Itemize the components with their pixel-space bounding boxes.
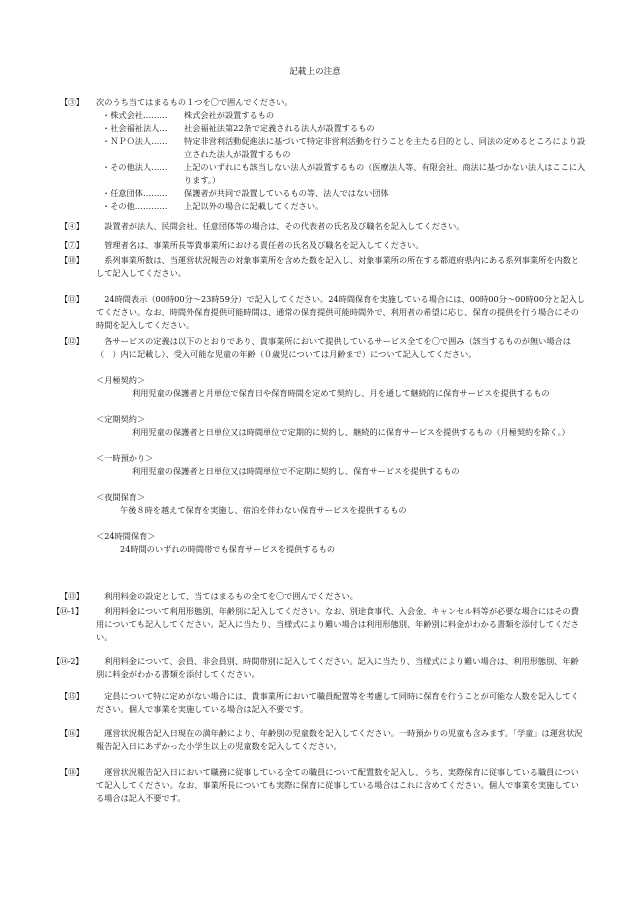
item-desc: 特定非営利活動促進法に基づいて特定非営利活動を行うことを主たる目的とし、同法の定めるところにより設立された法人が設置するもの	[184, 136, 586, 159]
section-intro: 次のうち当てはまるもの１つを〇で囲んでください。	[96, 97, 293, 107]
section-18	[60, 766, 586, 805]
item-desc: 上記のいずれにも該当しない法人が設置するもの（医療法人等、有限会社、商法に基づかない法人はここに入ります。）	[184, 162, 586, 185]
item-term: ・ＮＰＯ法人……	[102, 136, 168, 146]
section-label: 【⑩】	[60, 255, 84, 265]
section-13	[60, 590, 586, 603]
list-item	[96, 109, 586, 122]
service-heading: ＜月極契約＞	[96, 375, 146, 385]
section-text: 運営状況報告記入日において職務に従事している全ての職員について配置数を記入し、うち、実際保育に従事している職員について記入してください。なお、事業所長についても実際に保育に従事している場合はこれに含めてください。個人で事業を実施している場合は記入不要です。	[96, 767, 579, 803]
page-title: 記載上の注意	[289, 67, 341, 77]
org-type-list	[96, 109, 586, 213]
list-item	[96, 122, 586, 135]
item-term: ・その他法人……	[102, 162, 168, 172]
list-item	[96, 135, 586, 161]
section-label: 【⑯】	[60, 728, 84, 738]
section-text: 定員について特に定めがない場合には、貴事業所において職員配置等を考慮して同時に保育を行うことが可能な人数を記入してください。個人で事業を実施している場合は記入不要です。	[96, 691, 579, 714]
service-body: 午後８時を越えて保育を実施し、宿泊を伴わない保育サービスを提供するもの	[120, 505, 407, 515]
section-7	[60, 239, 586, 252]
section-text: 利用料金について利用形態別、年齢別に記入してください。なお、別途食事代、入会金、キャンセル料等が必要な場合にはその費用についても記入してください。記入に当たり、当様式により難い場合は利用形態別、年齢別に料金がわかる書類を添付してください。	[96, 606, 579, 642]
service-definition	[96, 452, 586, 478]
list-item	[96, 200, 586, 213]
service-definition	[96, 374, 586, 400]
section-4	[60, 220, 586, 233]
service-heading: ＜24時間保育＞	[96, 531, 156, 541]
section-label: 【⑦】	[60, 240, 84, 250]
section-text: 系列事業所数は、当運営状況報告の対象事業所を含めた数を記入し、対象事業所の所在する都道府県内にある系列事業所を内数として記入してください。	[96, 255, 580, 278]
item-term: ・任意団体………	[102, 188, 168, 198]
section-3	[60, 96, 586, 213]
section-label: 【⑫】	[60, 336, 84, 346]
section-text: 利用料金の設定として、当てはまるもの全てを〇で囲んでください。	[104, 591, 358, 601]
item-term: ・株式会社………	[102, 110, 168, 120]
item-term: ・社会福祉法人…	[102, 123, 168, 133]
item-term: ・その他…………	[102, 201, 168, 211]
section-label: 【⑭-1】	[52, 606, 84, 616]
section-text: 24時間表示（00時00分～23時59分）で記入してください。24時間保育を実施している場合には、00時00分～00時00分と記入してください。なお、時間外保育提供可能時間は、通常の保育提供可能時間外で、利用者の希望に応じ、保育の提供を行う場合にその時間を記入してください。	[96, 294, 585, 330]
service-heading: ＜夜間保育＞	[96, 492, 146, 502]
service-body: 利用児童の保護者と月単位で保育日や保育時間を定めて契約し、月を通して継続的に保育サービスを提供するもの	[132, 388, 550, 398]
service-definition	[96, 530, 586, 556]
section-15	[60, 690, 586, 716]
section-text: 管理者名は、事業所長等貴事業所における責任者の氏名及び職名を記入してください。	[104, 240, 424, 250]
item-desc: 保護者が共同で設置しているもの等、法人ではない団体	[184, 188, 389, 198]
item-desc: 株式会社が設置するもの	[184, 110, 275, 120]
section-16	[60, 727, 586, 753]
service-definition	[96, 413, 586, 439]
service-definition	[96, 491, 586, 517]
section-14-2	[52, 655, 586, 681]
service-body: 利用児童の保護者と日単位又は時間単位で定期的に契約し、継続的に保育サービスを提供するもの（月極契約を除く。）	[132, 427, 570, 437]
section-label: 【⑮】	[60, 691, 84, 701]
section-text: 運営状況報告記入日現在の満年齢により、年齢別の児童数を記入してください。一時預かりの児童も含みます。「学童」は運営状況報告記入日にあずかった小学生以上の児童数を記入してください。	[96, 728, 583, 751]
section-label: 【③】	[60, 97, 84, 107]
service-body: 利用児童の保護者と日単位又は時間単位で不定期に契約し、保育サービスを提供するもの	[132, 466, 460, 476]
service-body: 24時間のいずれの時間帯でも保育サービスを提供するもの	[120, 544, 336, 554]
section-14-1	[52, 605, 586, 644]
section-10	[60, 254, 586, 280]
section-11	[60, 293, 586, 332]
service-heading: ＜定期契約＞	[96, 414, 146, 424]
list-item	[96, 187, 586, 200]
section-label: 【⑪】	[60, 294, 84, 304]
list-item	[96, 161, 586, 187]
section-label: 【⑬】	[60, 591, 84, 601]
section-text: 利用料金について、会員、非会員別、時間帯別に記入してください。記入に当たり、当様式により難い場合は、利用形態別、年齢別に料金がわかる書類を添付してください。	[96, 656, 579, 679]
section-text: 設置者が法人、民間会社、任意団体等の場合は、その代表者の氏名及び職名を記入してください。	[104, 221, 465, 231]
section-12	[60, 335, 586, 556]
item-desc: 社会福祉法第22条で定義される法人が設置するもの	[184, 123, 375, 133]
service-heading: ＜一時預かり＞	[96, 453, 154, 463]
section-label: 【④】	[60, 221, 84, 231]
section-label: 【⑭-2】	[52, 656, 84, 666]
section-text: 各サービスの定義は以下のとおりであり、貴事業所において提供しているサービス全てを〇で囲み（該当するものが無い場合は（ ）内に記載し）、受入可能な児童の年齢（０歳児については月齢まで）について記入してください。	[96, 336, 571, 359]
section-label: 【⑱】	[60, 767, 84, 777]
item-desc: 上記以外の場合に記載してください。	[184, 201, 324, 211]
